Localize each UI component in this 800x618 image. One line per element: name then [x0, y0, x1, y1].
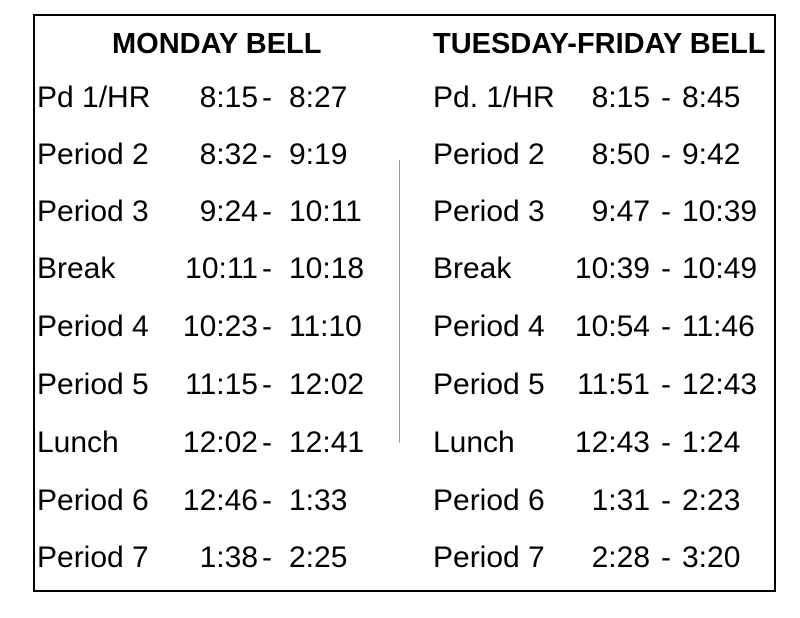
- tuesday-friday-time-separator: -: [661, 138, 671, 171]
- monday-period-label: Break: [37, 252, 116, 285]
- monday-time-separator: -: [262, 195, 272, 228]
- tuesday-friday-end-time: 10:49: [682, 252, 758, 285]
- monday-time-separator: -: [262, 310, 272, 343]
- monday-end-time: 12:41: [289, 426, 365, 459]
- tuesday-friday-period-label: Period 2: [433, 138, 545, 171]
- tuesday-friday-start-time: 1:31: [591, 484, 650, 517]
- monday-end-time: 10:18: [289, 252, 365, 285]
- monday-end-time: 12:02: [289, 368, 365, 401]
- tuesday-friday-time-separator: -: [661, 484, 671, 517]
- monday-period-label: Pd 1/HR: [37, 81, 151, 114]
- tuesday-friday-start-time: 8:50: [591, 138, 650, 171]
- tuesday-friday-period-label: Period 3: [433, 195, 545, 228]
- tuesday-friday-end-time: 8:45: [682, 81, 741, 114]
- monday-period-label: Lunch: [37, 426, 119, 459]
- monday-period-label: Period 5: [37, 368, 149, 401]
- tuesday-friday-start-time: 12:43: [574, 426, 650, 459]
- tuesday-friday-time-separator: -: [661, 195, 671, 228]
- column-divider: [399, 160, 400, 443]
- monday-start-time: 8:32: [199, 138, 258, 171]
- tuesday-friday-end-time: 1:24: [682, 426, 741, 459]
- tuesday-friday-time-separator: -: [661, 426, 671, 459]
- tuesday-friday-end-time: 3:20: [682, 541, 741, 574]
- tuesday-friday-time-separator: -: [661, 541, 671, 574]
- monday-end-time: 9:19: [289, 138, 348, 171]
- tuesday-friday-end-time: 11:46: [682, 310, 755, 343]
- monday-time-separator: -: [262, 426, 272, 459]
- monday-period-label: Period 4: [37, 310, 149, 343]
- monday-end-time: 1:33: [289, 484, 348, 517]
- tuesday-friday-period-label: Period 6: [433, 484, 545, 517]
- monday-period-label: Period 6: [37, 484, 149, 517]
- tuesday-friday-start-time: 10:54: [574, 310, 650, 343]
- tuesday-friday-end-time: 12:43: [682, 368, 758, 401]
- monday-period-label: Period 3: [37, 195, 149, 228]
- monday-start-time: 1:38: [199, 541, 258, 574]
- monday-end-time: 10:11: [289, 195, 362, 228]
- monday-time-separator: -: [262, 138, 272, 171]
- tuesday-friday-end-time: 10:39: [682, 195, 758, 228]
- tuesday-friday-start-time: 11:51: [577, 368, 650, 401]
- monday-time-separator: -: [262, 81, 272, 114]
- monday-bell-title: MONDAY BELL: [112, 28, 322, 60]
- tuesday-friday-start-time: 10:39: [574, 252, 650, 285]
- monday-start-time: 9:24: [199, 195, 258, 228]
- tuesday-friday-bell-title: TUESDAY-FRIDAY BELL: [433, 28, 766, 60]
- tuesday-friday-time-separator: -: [661, 81, 671, 114]
- tuesday-friday-time-separator: -: [661, 310, 671, 343]
- tuesday-friday-period-label: Pd. 1/HR: [433, 81, 555, 114]
- tuesday-friday-period-label: Period 4: [433, 310, 545, 343]
- tuesday-friday-period-label: Period 5: [433, 368, 545, 401]
- tuesday-friday-period-label: Break: [433, 252, 512, 285]
- monday-start-time: 10:23: [182, 310, 258, 343]
- monday-time-separator: -: [262, 484, 272, 517]
- monday-end-time: 11:10: [289, 310, 362, 343]
- tuesday-friday-start-time: 2:28: [591, 541, 650, 574]
- tuesday-friday-end-time: 2:23: [682, 484, 741, 517]
- tuesday-friday-period-label: Period 7: [433, 541, 545, 574]
- tuesday-friday-time-separator: -: [661, 252, 671, 285]
- tuesday-friday-time-separator: -: [661, 368, 671, 401]
- monday-time-separator: -: [262, 252, 272, 285]
- monday-end-time: 2:25: [289, 541, 348, 574]
- monday-start-time: 12:46: [182, 484, 258, 517]
- monday-start-time: 12:02: [182, 426, 258, 459]
- tuesday-friday-start-time: 9:47: [591, 195, 650, 228]
- monday-period-label: Period 7: [37, 541, 149, 574]
- monday-start-time: 11:15: [185, 368, 258, 401]
- tuesday-friday-start-time: 8:15: [591, 81, 650, 114]
- monday-start-time: 8:15: [199, 81, 258, 114]
- tuesday-friday-period-label: Lunch: [433, 426, 515, 459]
- monday-end-time: 8:27: [289, 81, 348, 114]
- tuesday-friday-end-time: 9:42: [682, 138, 741, 171]
- monday-start-time: 10:11: [185, 252, 258, 285]
- monday-time-separator: -: [262, 541, 272, 574]
- monday-period-label: Period 2: [37, 138, 149, 171]
- monday-time-separator: -: [262, 368, 272, 401]
